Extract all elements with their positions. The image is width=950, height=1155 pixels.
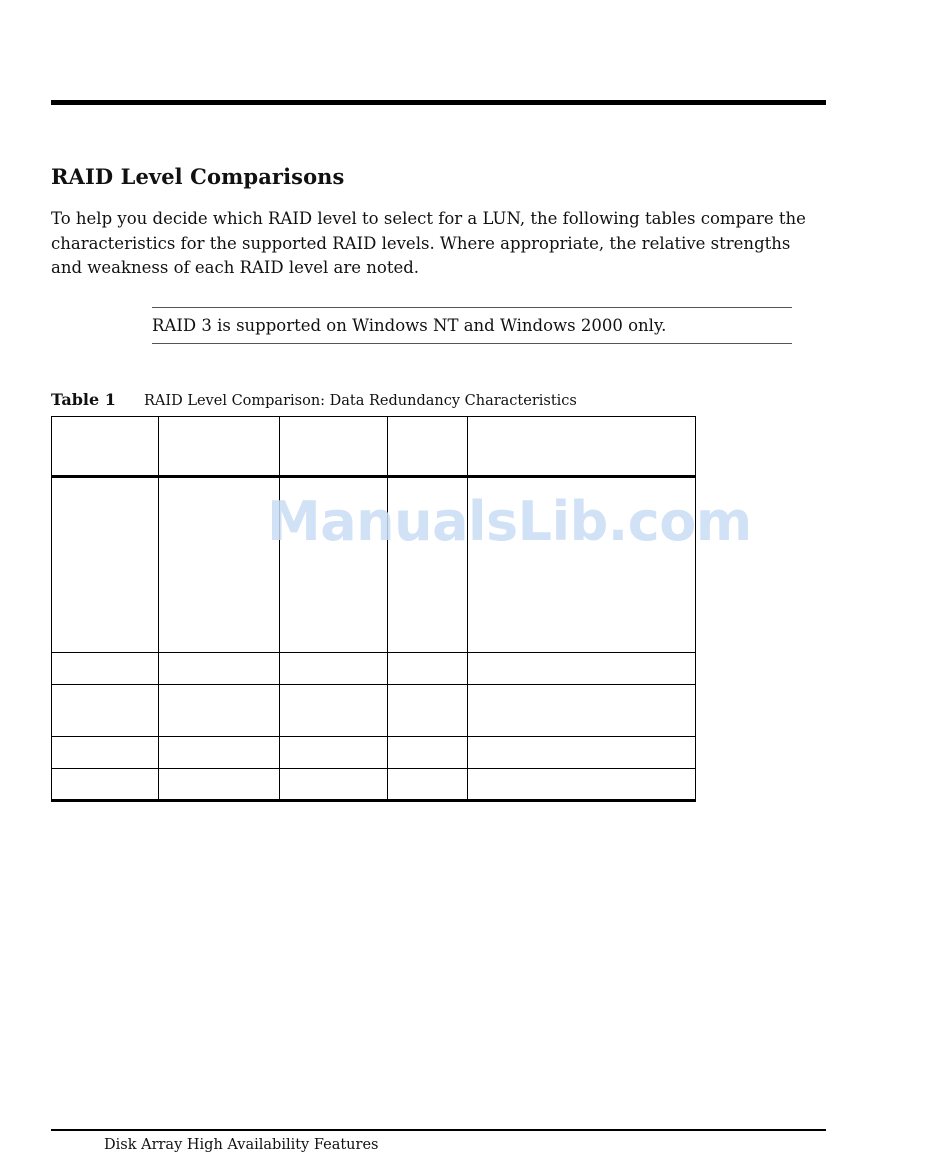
page-footer: Disk Array High Availability Features	[104, 1137, 379, 1153]
section-title: RAID Level Comparisons	[51, 164, 345, 189]
table-cell	[280, 769, 388, 801]
table-header-cell	[388, 417, 468, 477]
note-box	[152, 307, 792, 344]
table-cell	[388, 769, 468, 801]
table-cell	[388, 685, 468, 737]
table-cell	[159, 653, 280, 685]
table-cell	[159, 769, 280, 801]
table-caption-text: RAID Level Comparison: Data Redundancy Characteristics	[144, 393, 577, 409]
table-cell	[52, 737, 159, 769]
table-cell	[388, 653, 468, 685]
table-cell	[468, 737, 696, 769]
table-cell	[159, 737, 280, 769]
table-header-cell	[159, 417, 280, 477]
bottom-rule	[51, 1129, 826, 1131]
table-cell	[52, 653, 159, 685]
table-row	[52, 653, 696, 685]
table-cell	[280, 685, 388, 737]
table-cell	[388, 737, 468, 769]
table-cell	[280, 737, 388, 769]
table-caption-label: Table 1	[51, 390, 116, 409]
table-header-cell	[468, 417, 696, 477]
table-cell	[52, 477, 159, 653]
intro-paragraph: To help you decide which RAID level to select for a LUN, the following tables compare the characteristics for the supported RAID levels. Where appropriate, the relative strengths and weakness of each RAID level are noted.	[51, 209, 806, 277]
table-cell	[280, 653, 388, 685]
watermark: ManualsLib.com	[267, 490, 752, 553]
table-cell	[468, 653, 696, 685]
table-row	[52, 769, 696, 801]
table-cell	[159, 685, 280, 737]
table-header-row	[52, 417, 696, 477]
data-redundancy-table	[51, 416, 696, 802]
table-header-cell	[280, 417, 388, 477]
table-row	[52, 737, 696, 769]
table-cell	[468, 685, 696, 737]
table-cell	[52, 685, 159, 737]
note-text: RAID 3 is supported on Windows NT and Windows 2000 only.	[152, 316, 667, 335]
table-header-cell	[52, 417, 159, 477]
top-rule	[51, 100, 826, 105]
table-cell	[52, 769, 159, 801]
table-cell	[159, 477, 280, 653]
table-caption	[51, 390, 577, 410]
table-cell	[468, 769, 696, 801]
table-row	[52, 685, 696, 737]
